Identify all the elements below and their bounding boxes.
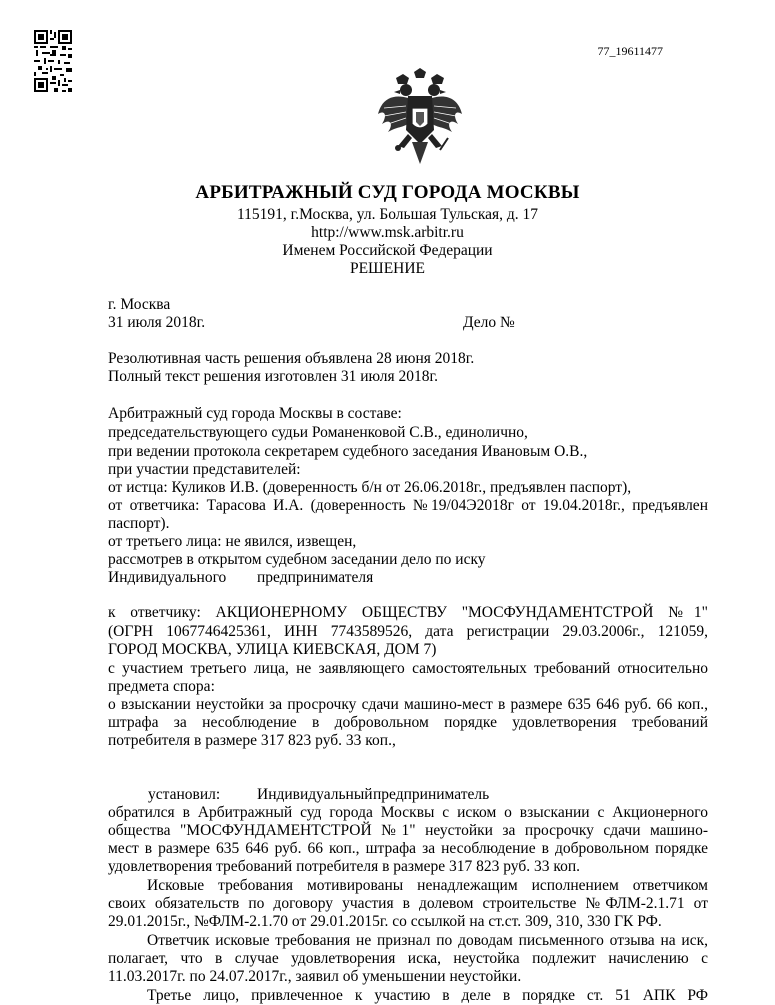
composition-line: Арбитражный суд города Москвы в составе: <box>108 405 402 422</box>
body-line: Ответчик исковые требования не признал по доводам письменного отзыва на иск, <box>147 932 708 949</box>
third-party-representative: от третьего лица: не явился, извещен, <box>108 533 357 550</box>
defendant-representative: от ответчика: Тарасова И.А. (доверенность №19/04Э2018г от 19.04.2018г., предъявлен <box>108 497 708 514</box>
case-consideration-line: рассмотрев в открытом судебном заседании дело по иску <box>108 551 486 568</box>
composition-line: председательствующего судьи Романенковой С.В., единолично, <box>108 424 528 441</box>
defendant-address: ГОРОД МОСКВА, УЛИЦА КИЕВСКАЯ, ДОМ 7) <box>108 641 437 658</box>
body-line: 29.01.2015г., №ФЛМ-2.1.70 от 29.01.2015г. со ссылкой на ст.ст. 309, 310, 330 ГК РФ. <box>108 913 662 930</box>
coat-of-arms-emblem <box>376 68 464 168</box>
court-name: АРБИТРАЖНЫЙ СУД ГОРОДА МОСКВЫ <box>195 182 580 203</box>
body-line: Исковые требования мотивированы ненадлежащим исполнением ответчиком <box>147 877 708 894</box>
third-party-line: с участием третьего лица, не заявляющего самостоятельных требований относительно <box>108 660 708 677</box>
document-number: 77_19611477 <box>597 44 663 58</box>
claim-line: о взыскании неустойки за просрочку сдачи машино-мест в размере 635 646 руб. 66 коп., <box>108 696 708 713</box>
composition-line: при ведении протокола секретарем судебного заседания Ивановым О.В., <box>108 443 588 460</box>
qr-code <box>34 30 72 92</box>
body-line: обратился в Арбитражный суд города Москвы с иском о взыскании с Акционерного <box>108 804 708 821</box>
defendant-representative-cont: паспорт). <box>108 515 170 532</box>
third-party-subject: предмета спора: <box>108 678 215 695</box>
decision-city: г. Москва <box>108 296 171 313</box>
composition-line: от истца: Куликов И.В. (доверенность б/н от 26.06.2018г., предъявлен паспорт), <box>108 479 632 496</box>
body-line: удовлетворения требований потребителя в размере 317 823 руб. 33 коп. <box>108 858 581 875</box>
body-line: 11.03.2017г. по 24.07.2017г., заявил об уменьшении неустойки. <box>108 968 522 985</box>
court-website: http://www.msk.arbitr.ru <box>311 224 464 241</box>
body-line: Третье лицо, привлеченное к участию в деле в порядке ст. 51 АПК РФ <box>147 987 708 1004</box>
document-type: РЕШЕНИЕ <box>349 260 426 277</box>
established-word: Индивидуальный <box>257 786 373 803</box>
body-line: мест в размере 635 646 руб. 66 коп., штрафа за несоблюдение в добровольном порядке <box>108 840 708 857</box>
defendant-line: к ответчику: АКЦИОНЕРНОМУ ОБЩЕСТВУ "МОСФУНДАМЕНТСТРОЙ №1" <box>108 604 708 621</box>
announcement-date: Резолютивная часть решения объявлена 28 июня 2018г. <box>108 350 475 367</box>
established-word: предприниматель <box>373 786 490 803</box>
claim-last-line: потребителя в размере 317 823 руб. 33 коп., <box>108 732 396 749</box>
claim-line: штрафа за несоблюдение в добровольном порядке удовлетворения требований <box>108 714 708 731</box>
full-text-date: Полный текст решения изготовлен 31 июля 2018г. <box>108 368 438 385</box>
decision-date: 31 июля 2018г. <box>108 314 206 331</box>
body-line: своих обязательств по договору участия в долевом строительстве №ФЛМ-2.1.71 от <box>108 895 708 912</box>
in-name-of-federation: Именем Российской Федерации <box>282 242 493 259</box>
case-number-label: Дело № <box>463 314 515 331</box>
court-address: 115191, г.Москва, ул. Большая Тульская, д. 17 <box>236 206 539 223</box>
composition-line: при участии представителей: <box>108 461 301 478</box>
claimant-word: Индивидуального <box>108 569 227 586</box>
body-line: полагает, что в случае удовлетворения иска, неустойка подлежит начислению с <box>108 950 708 967</box>
defendant-line: (ОГРН 1067746425361, ИНН 7743589526, дата регистрации 29.03.2006г., 121059, <box>108 623 708 640</box>
claimant-word: предпринимателя <box>257 569 374 586</box>
body-line: общества "МОСФУНДАМЕНТСТРОЙ №1" неустойки за просрочку сдачи машино- <box>108 822 708 839</box>
established-word: установил: <box>148 786 221 803</box>
